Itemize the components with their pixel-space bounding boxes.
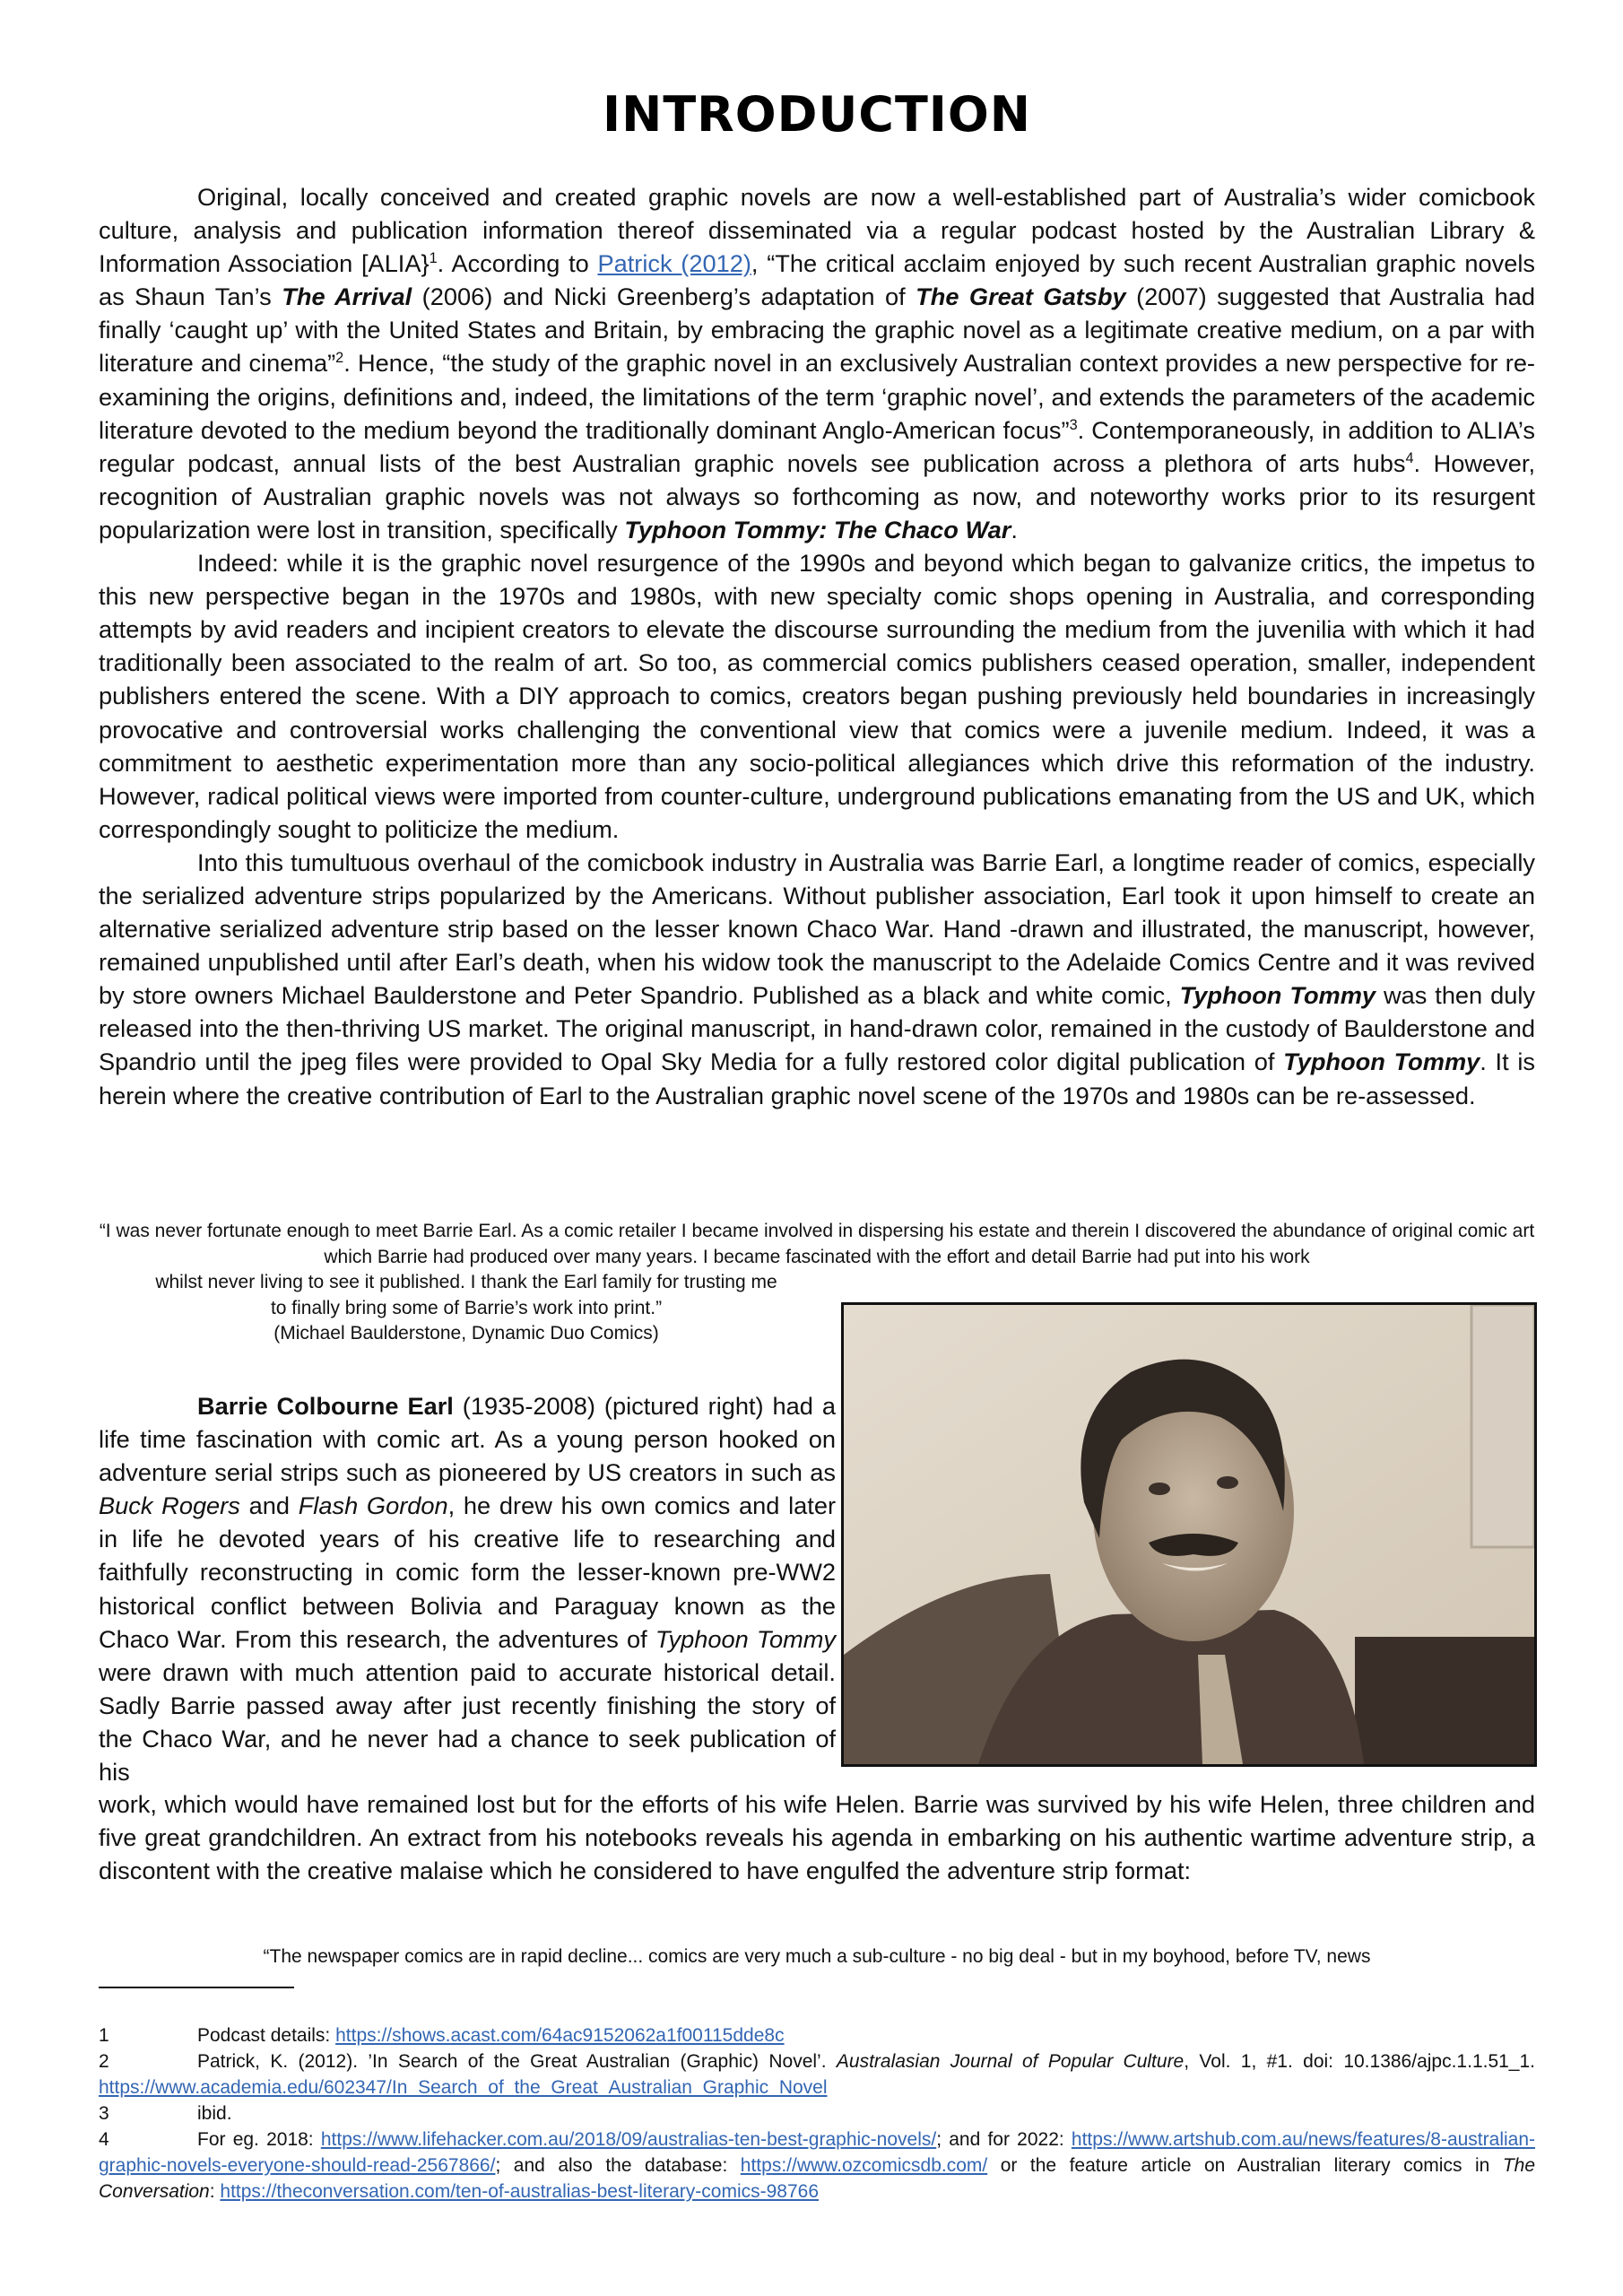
paragraph-1: Original, locally conceived and created graphic novels are now a well-established part of Australia’s wider comicbook culture, analysis and publication information thereof disseminated via a regular podcast hosted by the Australian Library & Information Association [ALIA}$^1$. According to Patrick (2012), “The critical acclaim enjoyed by such recent Australian graphic novels as Shaun Tan’s The Arrival (2006) and Nicki Greenberg’s adaptation of The Great Gatsby (2007) suggested that Australia had finally ‘caught up’ with the United States and Britain, by embracing the graphic novel as a legitimate creative medium, on a par with literature and cinema”$^2$. Hence, “the study of the graphic novel in an exclusively Australian context provides a new perspective for re-examining the origins, definitions and, indeed, the limitations of the term ‘graphic novel’, and extends the parameters of the academic literature devoted to the medium beyond the traditionally dominant Anglo-American focus”$^3$. Contemporaneously, in addition to ALIA’s regular podcast, annual lists of the best Australian graphic novels see publication across a plethora of arts hubs$^4$. However, recognition of Australian graphic novels was not always so forthcoming as now, and noteworthy works prior to its resurgent popularization were lost in transition, specifically Typhoon Tommy: The Chaco War.	[99, 183, 1536, 544]
footnote-ref-1[interactable]: 1	[429, 250, 438, 267]
biography-paragraph: Barrie Colbourne Earl (1935-2008) (pictured right) had a life time fascination with comic art. As a young person hooked on adventure serial strips such as pioneered by US creators in such as Buck Rogers and Flash Gordon, he drew his own comics and later in life he devoted years of his creative life to researching and faithfully reconstructing in comic form the lesser-known pre-WW2 historical conflict between Bolivia and Paraguay known as the Chaco War. From this research, the adventures of Typhoon Tommy were drawn with much attention paid to accurate historical detail. Sadly Barrie passed away after just recently finishing the story of the Chaco War, and he never had a chance to seek publication of his	[99, 1392, 837, 1787]
title-typhoon-tommy: Typhoon Tommy	[655, 1624, 836, 1653]
podcast-link[interactable]: https://shows.acast.com/64ac9152062a1f00115dde8c	[335, 2025, 785, 2046]
footnote-4: 4 For eg. 2018: https://www.lifehacker.com.au/2018/09/australias-ten-best-graphic-novels/; and for 2022: https://www.artshub.com.au/news/features/8-australian-graphic-novels-everyone-should-read-2567866/; and also the database: https://www.ozcomicsdb.com/ or the feature article on Australian literary comics in The Conversation: https://theconversation.com/ten-of-australias-best-literary-comics-98766	[99, 2129, 1535, 2202]
title-buck-rogers: Buck Rogers	[99, 1492, 240, 1520]
biography	[99, 1389, 1535, 1788]
biography-continued: work, which would have remained lost but for the efforts of his wife Helen. Barrie was survived by his wife Helen, three children and five great grandchildren. An extract from his notebooks reveals his agenda in embarking on his authentic wartime adventure strip, a discontent with the creative malaise which he considered to have engulfed the adventure strip format:	[99, 1790, 1535, 1885]
footnote-2: 2 Patrick, K. (2012). ’In Search of the Great Australian (Graphic) Novel’. Australasian Journal of Popular Culture, Vol. 1, #1. doi: 10.1386/ajpc.1.1.51_1. https://www.academia.edu/602347/In_Search_of_the_Great_Australian_Graphic_Novel	[99, 2051, 1536, 2098]
patrick-2012-link[interactable]: Patrick (2012)	[597, 249, 751, 278]
publication-title: The Conversation	[99, 2155, 1535, 2202]
footnote-ref-3[interactable]: 3	[1069, 416, 1078, 433]
footnote-ref-2[interactable]: 2	[335, 350, 344, 367]
title-typhoon-tommy: Typhoon Tommy	[1283, 1048, 1480, 1076]
subject-name: Barrie Colbourne Earl	[197, 1392, 454, 1420]
title-typhoon-tommy-chaco-war: Typhoon Tommy: The Chaco War	[624, 515, 1011, 544]
paragraph-3: Into this tumultuous overhaul of the comicbook industry in Australia was Barrie Earl, a longtime reader of comics, especially the serialized adventure strips popularized by the Americans. Without publisher association, Earl took it upon himself to create an alternative serialized adventure strip based on the lesser known Chaco War. Hand -drawn and illustrated, the manuscript, however, remained unpublished until after Earl’s death, when his widow took the manuscript to the Adelaide Comics Centre and it was revived by store owners Michael Baulderstone and Peter Spandrio. Published as a black and white comic, Typhoon Tommy was then duly released into the then-thriving US market. The original manuscript, in hand-drawn color, remained in the custody of Baulderstone and Spandrio until the jpeg files were provided to Opal Sky Media for a fully restored color digital publication of Typhoon Tommy. It is herein where the creative contribution of Earl to the Australian graphic novel scene of the 1970s and 1980s can be re-assessed.	[99, 848, 1535, 1109]
title-the-great-gatsby: The Great Gatsby	[916, 283, 1126, 311]
quote-text: to finally bring some of Barrie’s work into print.”	[270, 1297, 663, 1318]
title-the-arrival: The Arrival	[282, 283, 412, 311]
ozcomicsdb-link[interactable]: https://www.ozcomicsdb.com/	[740, 2155, 988, 2176]
lifehacker-link[interactable]: https://www.lifehacker.com.au/2018/09/australias-ten-best-graphic-novels/	[320, 2129, 937, 2150]
footnote-ref-4[interactable]: 4	[1405, 449, 1414, 466]
artshub-link[interactable]: https://www.artshub.com.au/news/features/8-australian-graphic-novels-everyone-should-read-2567866/	[99, 2129, 1535, 2176]
introduction-body	[99, 180, 1535, 1112]
title-typhoon-tommy: Typhoon Tommy	[1179, 981, 1376, 1010]
biography-column	[99, 1389, 836, 1788]
journal-title: Australasian Journal of Popular Culture	[836, 2051, 1185, 2072]
quote-text: whilst never living to see it published. I thank the Earl family for trusting me	[155, 1272, 777, 1293]
theconversation-link[interactable]: https://theconversation.com/ten-of-australias-best-literary-comics-98766	[220, 2181, 820, 2202]
quote-text: “I was never fortunate enough to meet Barrie Earl. As a comic retailer I became involved in dispersing his estate and therein I discovered the abundance of original comic art which Barrie had produced over many years. I became fascinated with the effort and detail Barrie had put into his work	[99, 1221, 1535, 1267]
page-title: INTRODUCTION	[603, 86, 1031, 143]
notebook-quote: “The newspaper comics are in rapid decline... comics are very much a sub-culture - no big deal - but in my boyhood, before TV, news	[263, 1946, 1371, 1967]
footnotes	[99, 2022, 1535, 2205]
academia-link[interactable]: https://www.academia.edu/602347/In_Search_of_the_Great_Australian_Graphic_Novel	[99, 2077, 828, 2098]
footnote-1: 1 Podcast details: https://shows.acast.com/64ac9152062a1f00115dde8c	[99, 2025, 785, 2046]
footnote-separator	[99, 1987, 294, 1988]
footnote-3: 3 ibid.	[99, 2103, 232, 2124]
title-flash-gordon: Flash Gordon	[298, 1492, 448, 1520]
quote-attribution: (Michael Baulderstone, Dynamic Duo Comics)	[273, 1323, 659, 1344]
paragraph-2: Indeed: while it is the graphic novel resurgence of the 1990s and beyond which began to galvanize critics, the impetus to this new perspective began in the 1970s and 1980s, with new specialty comic shops opening in Australia, and corresponding attempts by avid readers and incipient creators to elevate the discourse surrounding the medium from the juvenilia with which it had traditionally been associated to the realm of art. So too, as commercial comics publishers ceased operation, smaller, independent publishers entered the scene. With a DIY approach to comics, creators began pushing previously held boundaries in increasingly provocative and controversial works challenging the conventional view that comics were a juvenile medium. Indeed, it was a commitment to aesthetic experimentation more than any socio-political allegiances which drive this reformation of the industry. However, radical political views were imported from counter-culture, underground publications emanating from the US and UK, which correspondingly sought to politicize the medium.	[99, 549, 1535, 843]
